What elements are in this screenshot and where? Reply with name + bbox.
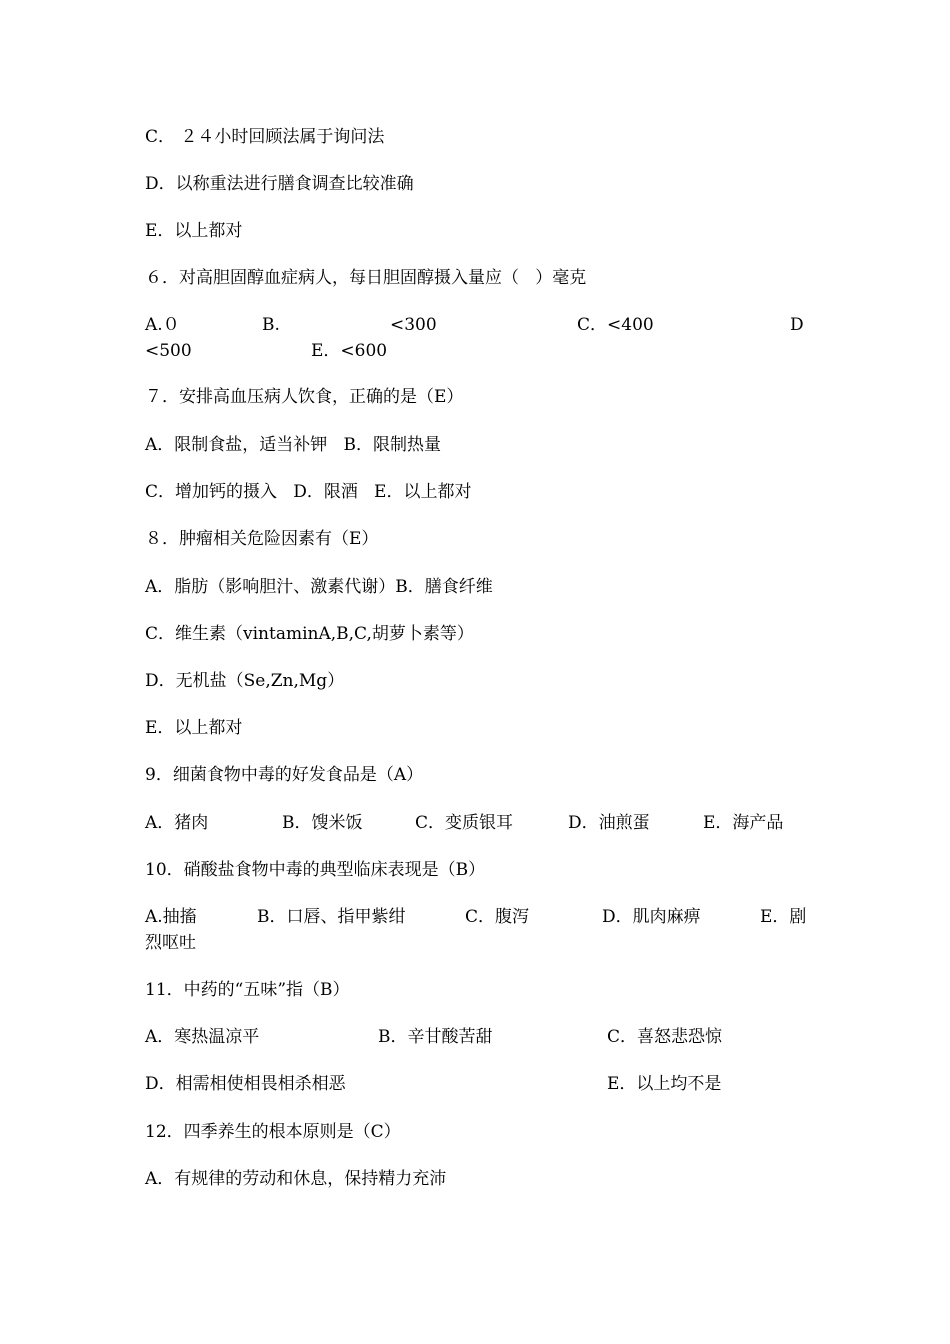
q10-option-b: B．口唇、指甲紫绀 bbox=[257, 907, 406, 927]
q12-option-a: A．有规律的劳动和休息，保持精力充沛 bbox=[145, 1169, 447, 1189]
question-7: ７．安排高血压病人饮食，正确的是（E） bbox=[145, 387, 464, 407]
q11-option-d: D．相需相使相畏相杀相恶 bbox=[145, 1074, 346, 1094]
q10-option-a: A.抽搐 bbox=[145, 907, 197, 927]
question-6: ６．对高胆固醇血症病人，每日胆固醇摄入量应（ ）毫克 bbox=[145, 268, 587, 288]
q10-option-d: D．肌肉麻痹 bbox=[602, 907, 701, 927]
q9-option-b: B．馊米饭 bbox=[282, 813, 363, 833]
q9-option-e: E．海产品 bbox=[703, 813, 784, 833]
q8-options-ab: A．脂肪（影响胆汁、激素代谢）B．膳食纤维 bbox=[145, 577, 493, 597]
q10-option-e: E．剧 bbox=[760, 907, 807, 927]
q9-option-a: A．猪肉 bbox=[145, 813, 209, 833]
q11-option-c: C．喜怒悲恐惊 bbox=[607, 1027, 723, 1047]
q9-option-c: C．变质银耳 bbox=[415, 813, 514, 833]
q6-option-a: A.０ bbox=[145, 315, 180, 335]
question-12: 12．四季养生的根本原则是（C） bbox=[145, 1122, 401, 1142]
q9-option-d: D．油煎蛋 bbox=[568, 813, 650, 833]
q6-option-d: D bbox=[790, 315, 804, 335]
question-10: 10．硝酸盐食物中毒的典型临床表现是（B） bbox=[145, 860, 486, 880]
q11-option-e: E．以上均不是 bbox=[607, 1074, 722, 1094]
option-e-all-correct: E．以上都对 bbox=[145, 221, 243, 241]
q6-option-b-value: <300 bbox=[390, 315, 437, 335]
question-11: 11．中药的“五味”指（B） bbox=[145, 980, 350, 1000]
option-c-24h-recall: C． ２４小时回顾法属于询问法 bbox=[145, 127, 385, 147]
q11-option-a: A．寒热温凉平 bbox=[145, 1027, 260, 1047]
q7-options-ab: A．限制食盐，适当补钾 B．限制热量 bbox=[145, 435, 441, 455]
question-8: ８．肿瘤相关危险因素有（E） bbox=[145, 529, 379, 549]
q10-option-c: C．腹泻 bbox=[465, 907, 530, 927]
q8-option-c: C．维生素（vintaminA,B,C,胡萝卜素等） bbox=[145, 624, 474, 644]
question-9: 9．细菌食物中毒的好发食品是（A） bbox=[145, 765, 424, 785]
q11-option-b: B．辛甘酸苦甜 bbox=[378, 1027, 493, 1047]
q6-option-c: C．<400 bbox=[577, 315, 654, 335]
q10-option-e-continued: 烈呕吐 bbox=[145, 933, 196, 953]
q8-option-d: D．无机盐（Se,Zn,Mg） bbox=[145, 671, 345, 691]
q6-option-b: B. bbox=[262, 315, 280, 335]
q8-option-e: E．以上都对 bbox=[145, 718, 243, 738]
q6-option-d-value: <500 bbox=[145, 341, 192, 361]
q7-options-cde: C．增加钙的摄入 D．限酒 E．以上都对 bbox=[145, 482, 472, 502]
q6-option-e: E．<600 bbox=[311, 341, 388, 361]
option-d-weighing: D．以称重法进行膳食调查比较准确 bbox=[145, 174, 414, 194]
